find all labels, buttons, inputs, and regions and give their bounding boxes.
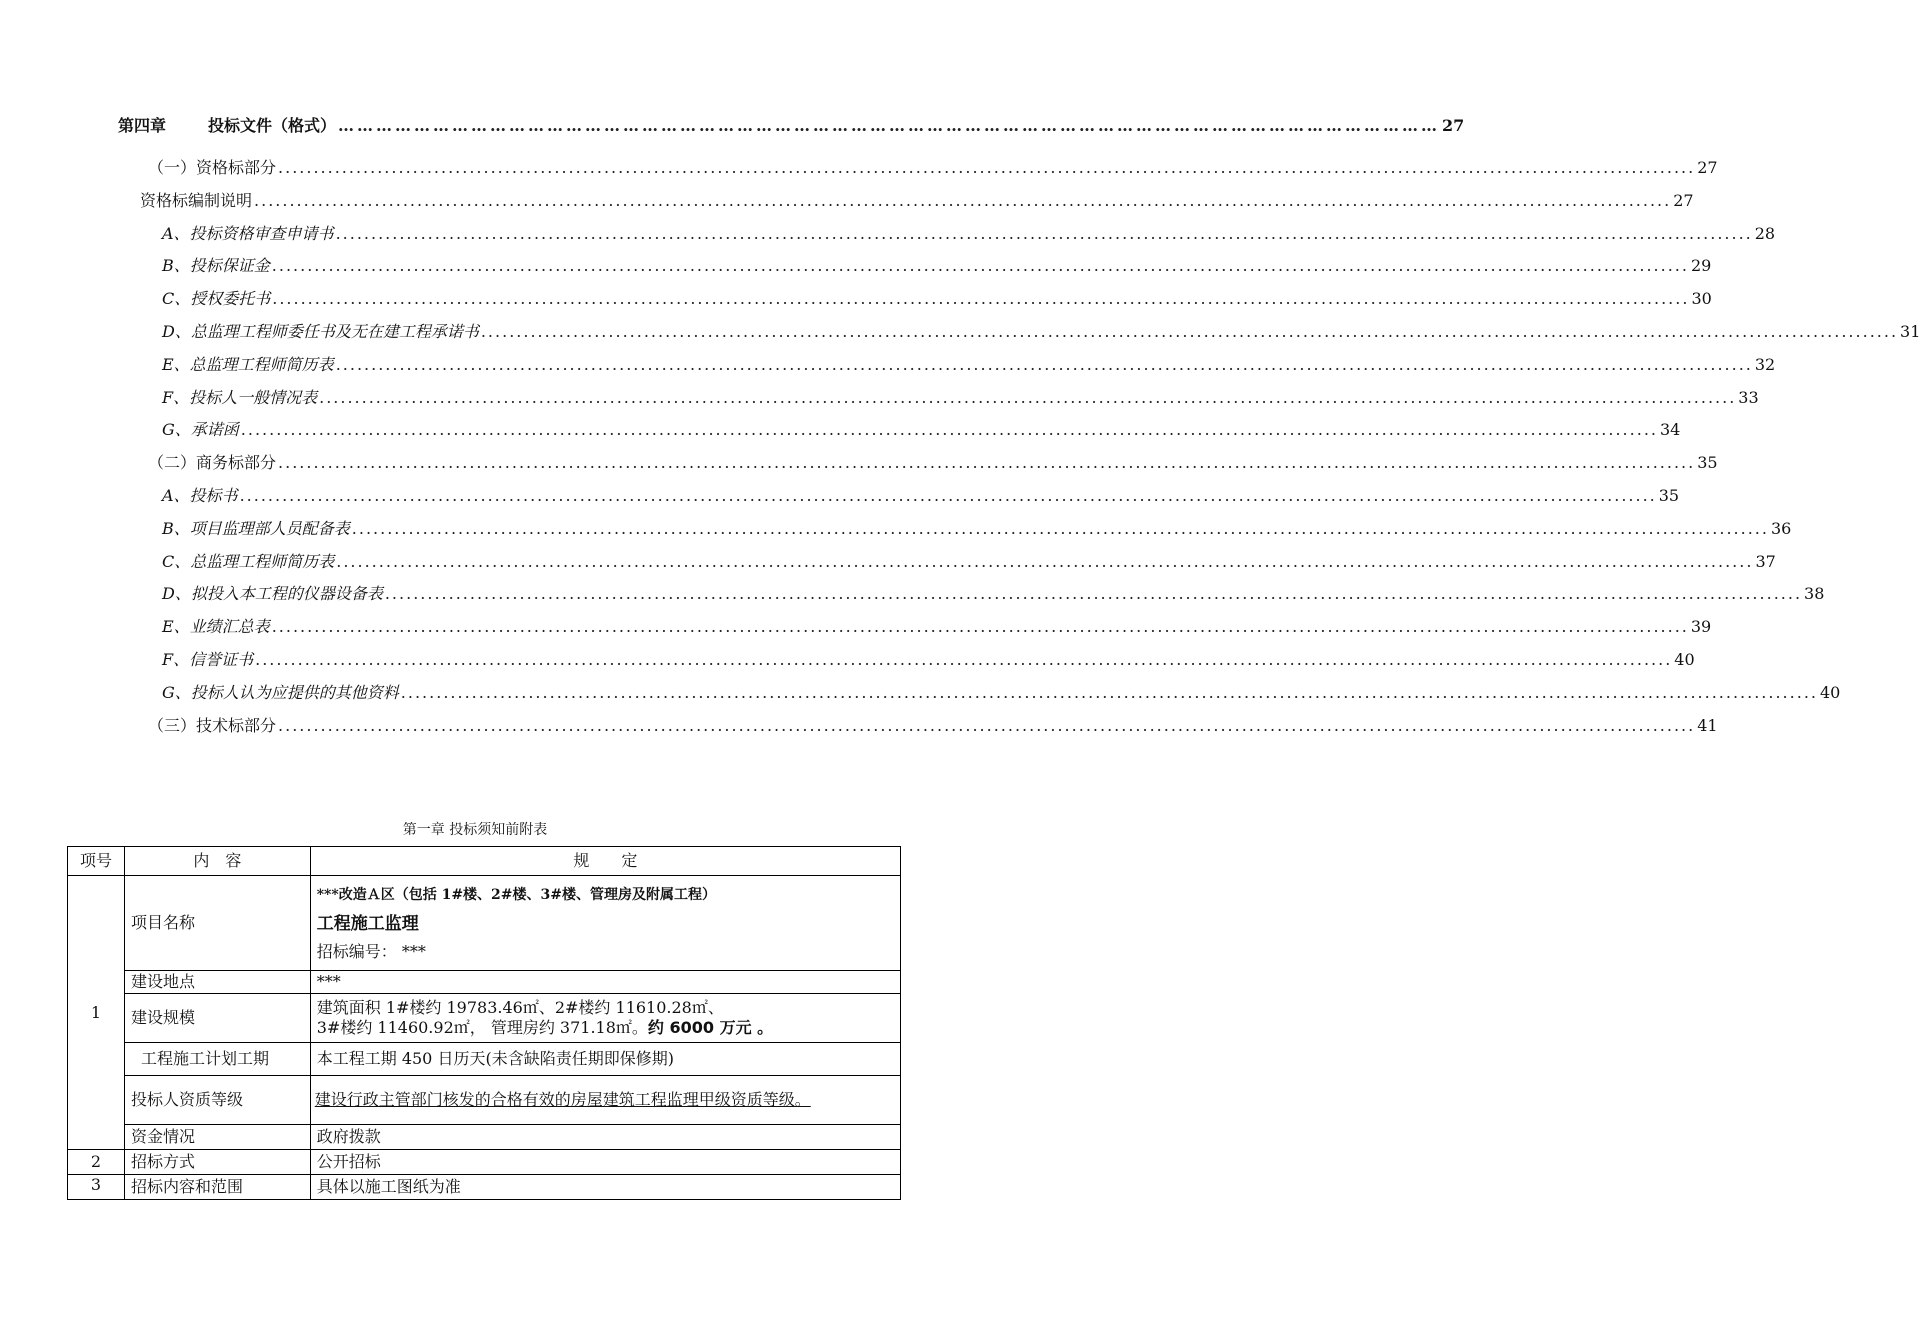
page-number: 35 [1697,453,1718,473]
project-name-line2: 工程施工监理 [316,914,419,934]
project-name-line1: ***改造Ａ区（包括 1#楼、2#楼、3#楼、管理房及附属工程） [316,887,716,903]
leader-dots: ........................................................................................................................................................................................................ [336,551,1754,571]
leader-dots: ........................................................................................................................................................................................................ [400,682,1818,702]
cell-value: 政府拨款 [310,1125,900,1150]
table-row [68,1150,901,1175]
toc-entry-label: E、总监理工程师简历表 [162,354,334,374]
bid-info-table [67,846,901,1200]
table-row [68,994,901,1043]
table-row [68,1076,901,1125]
toc-entry-label: F、投标人一般情况表 [162,387,318,407]
leader-dots: ........................................................................................................................................................................................................ [240,420,1658,440]
scale-line2: 3#楼约 11460.92㎡， 管理房约 371.18㎡。 [316,1018,648,1037]
page-number: 29 [1690,256,1712,276]
table-row [68,1043,901,1076]
toc-entry[interactable] [162,616,1712,638]
cell-value: 具体以施工图纸为准 [310,1175,900,1200]
leader-dots: ........................................................................................................................................................................................................ [278,715,1696,735]
toc-entry[interactable] [162,321,1920,343]
toc-entry-label: （三）技术标部分 [148,715,277,735]
page-number: 34 [1659,420,1681,440]
leader-dots: ........................................................................................................................................................................................................ [272,289,1690,309]
toc-entry-label: C、授权委托书 [162,289,271,309]
chapter-number: 第四章 [118,116,167,135]
header-no: 项号 [68,847,125,876]
leader-dots: ........................................................................................................................................................................................................ [278,453,1696,473]
toc-entry[interactable] [148,715,1718,737]
scale-line1: 建筑面积 1#楼约 19783.46㎡、2#楼约 11610.28㎡、 [316,998,724,1017]
page-number: 41 [1697,715,1718,735]
toc-entry-label: E、业绩汇总表 [162,617,270,637]
cell-label: 项目名称 [124,876,310,971]
leader-dots: ........................................................................................................................................................................................................ [271,617,1689,637]
header-rule: 规 定 [310,847,900,876]
page-number: 39 [1690,617,1712,637]
scale-cost: 约 6000 万元 。 [647,1018,774,1037]
toc-entry-label: A、投标书 [162,486,238,505]
page-number: 27 [1442,116,1465,135]
cell-label: 资金情况 [124,1125,310,1150]
cell-value: 公开招标 [310,1150,900,1175]
table-row [68,971,901,994]
toc-entry-label: （二）商务标部分 [148,453,277,473]
table-row [68,1175,901,1200]
leader-dots: ........................................................................................................................................................................................................ [254,190,1672,210]
table-row [68,876,901,971]
toc-entry[interactable] [162,354,1776,376]
row-number: 1 [68,876,125,1150]
leader-dots: ........................................................................................................................................................................................................ [255,650,1673,669]
page-number: 28 [1754,223,1776,243]
page-number: 27 [1697,158,1718,177]
cell-value: 本工程工期 450 日历天(未含缺陷责任期即保修期) [310,1043,900,1076]
leader-dots: ........................................................................................................................................................................................................ [271,256,1689,276]
leader-dots: ........................................................................................................................................................................................................ [319,387,1737,407]
header-content: 内 容 [124,847,310,876]
cell-label: 工程施工计划工期 [124,1043,310,1076]
project-code: 招标编号： *** [316,942,426,961]
leader-dots: ………………………………………………………………………………………………………………………………………………………… [338,116,1441,135]
toc-entry[interactable] [148,157,1718,179]
toc-entry-label: F、信誉证书 [162,650,254,669]
cell-value [310,994,900,1043]
toc-entry[interactable] [162,583,1825,605]
toc-entry[interactable] [162,255,1712,277]
cell-value: 建设行政主管部门核发的合格有效的房屋建筑工程监理甲级资质等级。 [310,1076,900,1125]
leader-dots: ........................................................................................................................................................................................................ [384,584,1803,604]
cell-label: 建设地点 [124,971,310,994]
leader-dots: ........................................................................................................................................................................................................ [278,158,1696,177]
toc-entry[interactable] [162,419,1681,441]
page-number: 35 [1658,486,1680,505]
toc-entry[interactable] [162,682,1841,704]
cell-value [310,876,900,971]
table-caption: 第一章 投标须知前附表 [402,822,548,838]
toc-entry[interactable] [140,190,1694,212]
cell-label: 招标内容和范围 [124,1175,310,1200]
toc-entry-label: C、总监理工程师简历表 [162,551,335,571]
leader-dots: ........................................................................................................................................................................................................ [335,354,1753,374]
cell-label: 投标人资质等级 [124,1076,310,1125]
toc-entry-label: D、拟投入本工程的仪器设备表 [162,584,383,604]
toc-entry[interactable] [162,518,1792,540]
toc-entry-label: G、投标人认为应提供的其他资料 [162,682,399,702]
toc-entry[interactable] [162,387,1759,409]
leader-dots: ........................................................................................................................................................................................................ [480,322,1899,341]
chapter-title: 投标文件（格式） [208,116,337,135]
table-header-row [68,847,901,876]
leader-dots: ........................................................................................................................................................................................................ [239,486,1657,505]
page-number: 31 [1900,322,1920,341]
page-number: 30 [1691,289,1712,309]
toc-entry-label: B、项目监理部人员配备表 [162,518,350,538]
row-number: 3 [68,1175,125,1200]
toc-entry-label: D、总监理工程师委任书及无在建工程承诺书 [162,322,479,341]
toc-entry-label: （一）资格标部分 [148,158,277,177]
toc-entry[interactable] [148,452,1718,474]
leader-dots: ........................................................................................................................................................................................................ [351,518,1769,538]
cell-label: 建设规模 [124,994,310,1043]
leader-dots: ........................................................................................................................................................................................................ [335,223,1753,243]
toc-entry-label: 资格标编制说明 [140,190,253,210]
toc-entry-label: B、投标保证金 [162,256,270,276]
toc-entry-label: G、承诺函 [162,420,239,440]
toc-entry[interactable] [162,223,1776,245]
page-number: 40 [1674,650,1695,669]
table-row [68,1125,901,1150]
row-number: 2 [68,1150,125,1175]
toc-entry[interactable] [162,485,1680,507]
cell-value: *** [310,971,900,994]
page-number: 33 [1738,387,1759,407]
toc-entry[interactable] [162,288,1712,310]
toc-chapter-entry[interactable] [118,115,1465,137]
page-number: 40 [1819,682,1841,702]
toc-entry[interactable] [162,551,1776,573]
toc-entry[interactable] [162,649,1695,671]
page-number: 27 [1673,190,1694,210]
cell-label: 招标方式 [124,1150,310,1175]
page-number: 32 [1754,354,1776,374]
page-number: 38 [1804,584,1825,604]
page-number: 36 [1770,518,1792,538]
page-number: 37 [1755,551,1776,571]
toc-entry-label: A、投标资格审查申请书 [162,223,334,243]
